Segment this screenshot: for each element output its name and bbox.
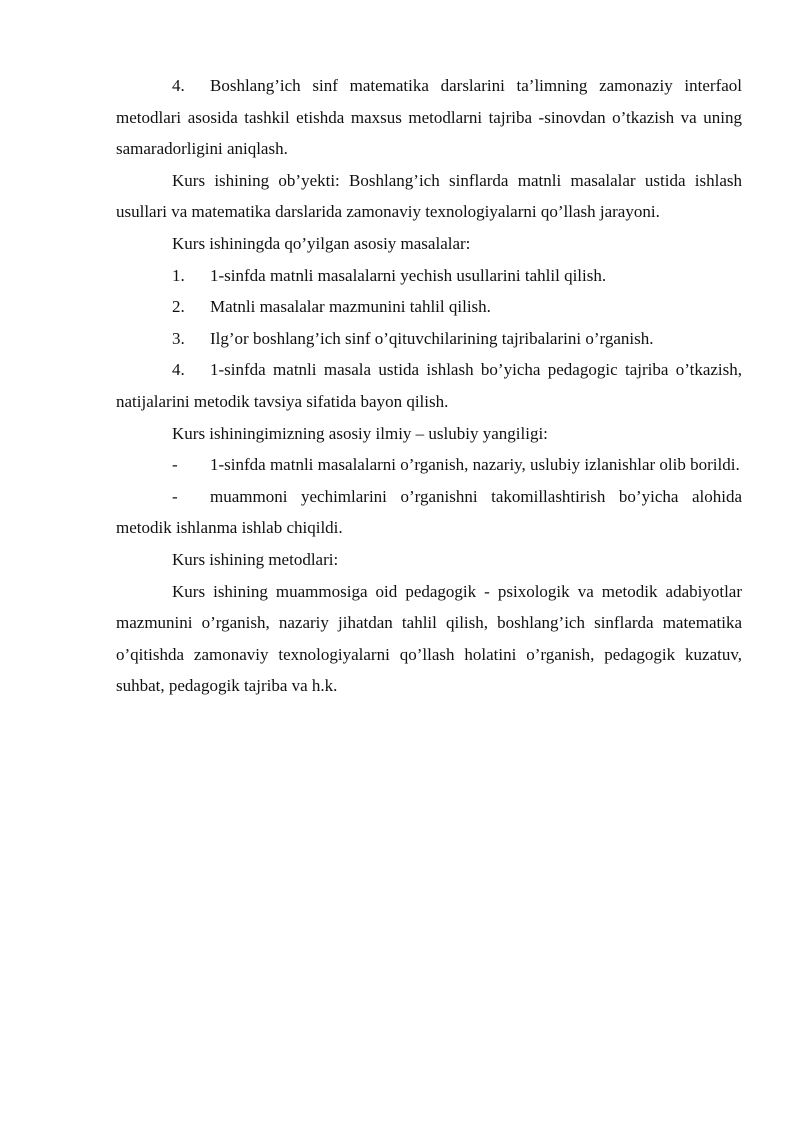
list-marker: -	[172, 486, 178, 506]
list-marker: 4.	[172, 76, 185, 95]
list-marker: 1.	[172, 265, 185, 285]
list-item-text: Matnli masalalar mazmunini tahlil qilish.	[210, 297, 491, 317]
list-item-text: muammoni yechimlarini o’rganishni takomillashtirish bo’yicha alohida metodik ishlanma ishlab chiqildi.	[116, 486, 742, 538]
list-item-4-intro	[116, 70, 742, 165]
list-item-text: Ilg’or boshlang’ich sinf o’qituvchilarining tajribalarini o’rganish.	[210, 328, 654, 348]
list-item-dash-2	[116, 481, 742, 544]
list-item-text: 1-sinfda matnli masalalarni yechish usullarini tahlil qilish.	[210, 265, 607, 285]
list-item-3	[116, 323, 742, 355]
paragraph-novelty-heading: Kurs ishiningimizning asosiy ilmiy – uslubiy yangiligi:	[172, 423, 548, 443]
list-item-text: Boshlang’ich sinf matematika darslarini ta’limning zamonaziy interfaol metodlari asosida tashkil etishda maxsus metodlarni tajriba -sinovdan o’tkazish va uning samaradorligini aniqlash.	[116, 76, 742, 159]
list-marker: -	[172, 455, 178, 475]
list-marker: 3.	[172, 328, 185, 348]
list-marker: 2.	[172, 297, 185, 317]
list-item-text: 1-sinfda matnli masalalarni o’rganish, nazariy, uslubiy izlanishlar olib borildi.	[210, 455, 740, 475]
paragraph-methods-heading: Kurs ishining metodlari:	[172, 549, 339, 569]
paragraph-object: Kurs ishining ob’yekti: Boshlang’ich sinflarda matnli masalalar ustida ishlash usullari va matematika darslarida zamonaviy texnologiyalarni qo’llash jarayoni.	[116, 170, 742, 222]
document-page	[116, 70, 742, 702]
list-item-dash-1	[116, 449, 742, 481]
list-item-text: 1-sinfda matnli masala ustida ishlash bo’yicha pedagogic tajriba o’tkazish, natijalarini metodik tavsiya sifatida bayon qilish.	[116, 360, 742, 411]
list-item-2	[116, 291, 742, 323]
list-item-1	[116, 260, 742, 292]
paragraph-tasks-heading: Kurs ishiningda qo’yilgan asosiy masalalar:	[172, 233, 471, 253]
list-marker: 4.	[172, 360, 185, 380]
list-item-4	[116, 354, 742, 417]
paragraph-methods: Kurs ishining muammosiga oid pedagogik - psixologik va metodik adabiyotlar mazmunini o’rganish, nazariy jihatdan tahlil qilish, boshlang’ich sinflarda matematika o’qitishda zamonaviy texnologiyalarni qo’llash holatini o’rganish, pedagogik kuzatuv, suhbat, pedagogik tajriba va h.k.	[116, 581, 742, 696]
